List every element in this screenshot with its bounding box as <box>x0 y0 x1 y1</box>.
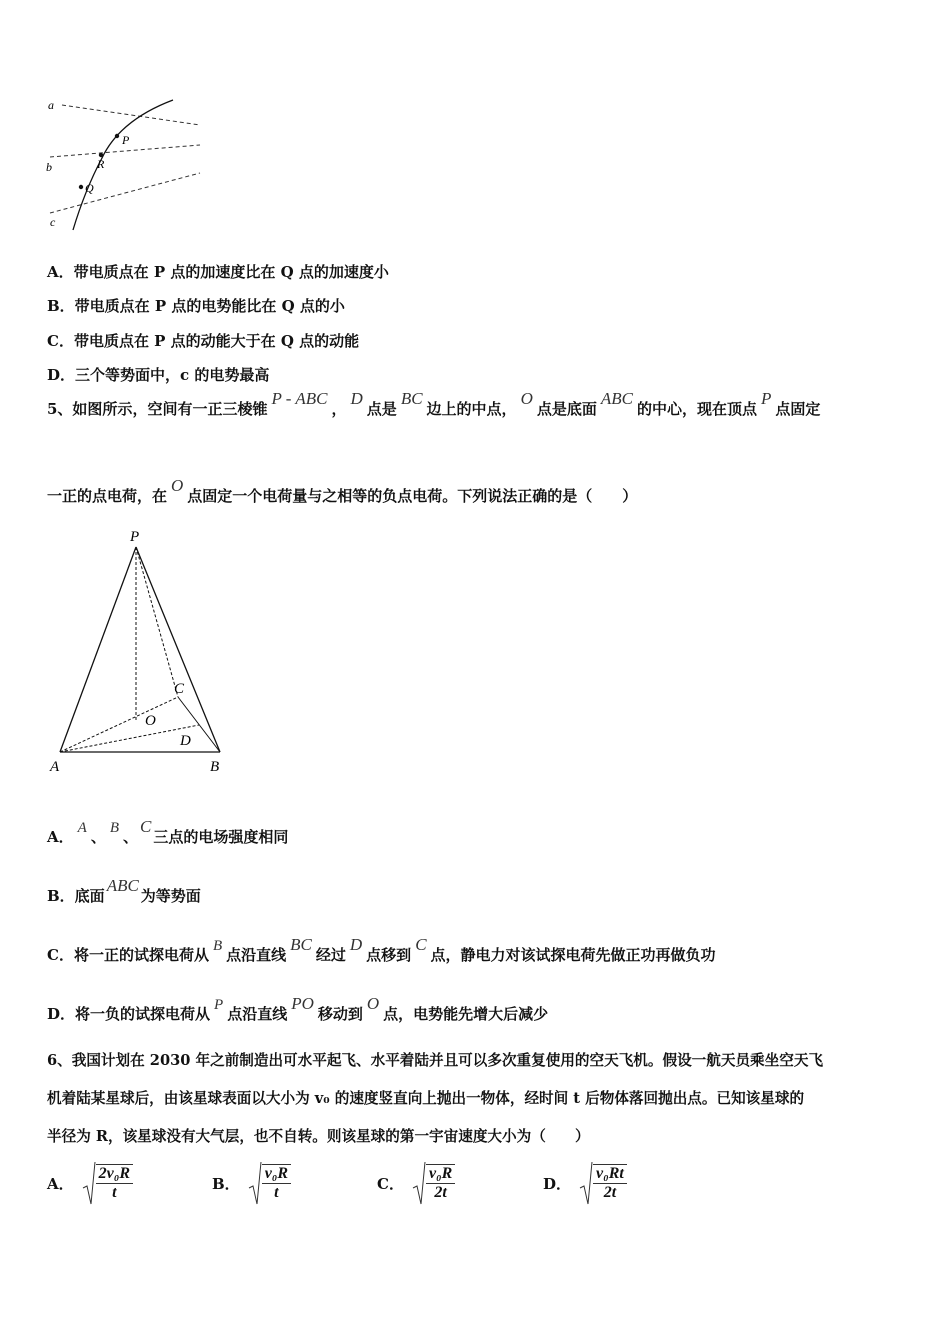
edge-pa <box>60 547 136 752</box>
q5-option-d <box>47 994 549 1024</box>
math-b: B <box>212 938 223 954</box>
sqrt-expression <box>412 1160 455 1206</box>
q5-option-text: B．底面 <box>47 887 105 905</box>
math-o: O <box>171 476 184 495</box>
math-a: A <box>77 820 87 836</box>
q6-option-d <box>543 1160 627 1206</box>
q4-option-b: B．带电质点在 P 点的电势能比在 Q 点的小 <box>47 297 345 315</box>
fraction <box>96 1164 133 1202</box>
math-p-abc: P - ABC <box>271 389 328 408</box>
q5-text: 点固定 <box>775 400 821 418</box>
q6-stem-line3: 半径为 R，该星球没有大气层，也不自转。则该星球的第一宇宙速度大小为（ ） <box>47 1128 590 1145</box>
q5-text: ， <box>331 400 347 418</box>
q5-option-text: 为等势面 <box>140 887 201 905</box>
sqrt-icon <box>579 1160 593 1206</box>
q4-option-c: C．带电质点在 P 点的动能大于在 Q 点的动能 <box>47 332 360 350</box>
q5-option-text: 点沿直线 <box>227 1005 288 1023</box>
q5-option-text: 、 <box>123 828 139 846</box>
q5-text: 一正的点电荷，在 <box>47 487 168 505</box>
q5-text: 5、如图所示，空间有一正三棱锥 <box>47 400 268 418</box>
pyramid-figure <box>40 525 240 780</box>
math-bc: BC <box>400 389 423 408</box>
label-r: R <box>97 157 105 171</box>
q5-option-text: D．将一负的试探电荷从 <box>47 1005 211 1023</box>
q5-text: 的中心，现在顶点 <box>636 400 757 418</box>
q5-stem-line1 <box>47 389 821 419</box>
equipotential-figure <box>40 95 210 235</box>
math-bc: BC <box>290 935 312 954</box>
q4-option-d: D．三个等势面中，c 的电势最高 <box>47 366 270 384</box>
q5-option-b <box>47 876 201 906</box>
q5-option-text: 移动到 <box>317 1005 363 1023</box>
sqrt-expression <box>82 1160 133 1206</box>
q4-option-a: A．带电质点在 P 点的加速度比在 Q 点的加速度小 <box>47 263 389 281</box>
fraction-numerator: 2v₀R <box>96 1165 133 1184</box>
sqrt-icon <box>412 1160 426 1206</box>
option-label: A． <box>47 1174 74 1193</box>
q5-text: 点是 <box>366 400 397 418</box>
q6-option-b <box>212 1160 291 1206</box>
segment-ad <box>60 725 199 752</box>
math-p: P <box>760 389 772 408</box>
fraction-denominator: t <box>274 1184 279 1201</box>
q5-option-c <box>47 935 716 965</box>
math-abc: ABC <box>600 389 633 408</box>
q6-option-c <box>377 1160 455 1206</box>
math-d: D <box>350 389 363 408</box>
edge-pc <box>136 547 178 697</box>
math-c: C <box>415 935 427 954</box>
q5-option-text: 点沿直线 <box>226 946 287 964</box>
label-p: P <box>122 133 130 147</box>
math-abc: ABC <box>106 876 139 895</box>
math-po: PO <box>291 994 314 1013</box>
q5-option-text: C．将一正的试探电荷从 <box>47 946 209 964</box>
q5-option-text: 点，静电力对该试探电荷先做正功再做负功 <box>430 946 716 964</box>
label-q: Q <box>85 181 94 195</box>
q6-stem-line1: 6、我国计划在 2030 年之前制造出可水平起飞、水平着陆并且可以多次重复使用的空天飞机。假设一航天员乘坐空天飞 <box>47 1052 824 1069</box>
option-label: B． <box>212 1174 240 1193</box>
q6-stem-line2: 机着陆某星球后，由该星球表面以大小为 v₀ 的速度竖直向上抛出一物体，经时间 t 后物体落回抛出点。已知该星球的 <box>47 1090 805 1107</box>
fraction-denominator: 2t <box>434 1184 447 1201</box>
sqrt-expression <box>248 1160 291 1206</box>
sqrt-icon <box>82 1160 96 1206</box>
option-label: C． <box>377 1174 404 1193</box>
q5-text: 边上的中点， <box>426 400 517 418</box>
trajectory-curve <box>73 100 173 230</box>
q5-option-text: A． <box>47 828 74 846</box>
label-vertex-b: B <box>210 759 220 775</box>
fraction <box>426 1164 455 1202</box>
q6-option-a <box>47 1160 133 1206</box>
point-p <box>115 134 119 138</box>
math-d: D <box>349 935 363 954</box>
fraction-numerator: v₀Rt <box>593 1165 627 1184</box>
label-a: a <box>48 98 54 112</box>
label-c: c <box>50 215 56 229</box>
label-vertex-p: P <box>130 529 140 545</box>
q5-option-text: 点移到 <box>366 946 412 964</box>
fraction <box>593 1164 627 1202</box>
equipotential-line-c <box>50 173 200 213</box>
label-center-o: O <box>145 713 156 729</box>
math-o: O <box>520 389 533 408</box>
fraction <box>262 1164 291 1202</box>
sqrt-expression <box>579 1160 627 1206</box>
q5-stem-line2 <box>47 476 638 506</box>
math-b: B <box>109 820 119 836</box>
fraction-denominator: 2t <box>603 1184 617 1201</box>
fraction-denominator: t <box>112 1184 117 1201</box>
math-c: C <box>140 817 152 836</box>
math-p: P <box>214 997 224 1013</box>
label-midpoint-d: D <box>180 733 191 749</box>
point-q <box>79 185 83 189</box>
sqrt-icon <box>248 1160 262 1206</box>
fraction-numerator: v₀R <box>262 1165 291 1184</box>
q5-option-text: 三点的电场强度相同 <box>153 828 289 846</box>
q5-option-a <box>47 817 289 847</box>
math-o: O <box>366 994 380 1013</box>
q5-text: 点固定一个电荷量与之相等的负点电荷。下列说法正确的是（ ） <box>187 487 638 505</box>
label-vertex-a: A <box>50 759 60 775</box>
fraction-numerator: v₀R <box>426 1165 455 1184</box>
label-vertex-c: C <box>174 681 185 697</box>
label-b: b <box>46 160 52 174</box>
q5-option-text: 点，电势能先增大后减少 <box>383 1005 549 1023</box>
q5-option-text: 经过 <box>315 946 346 964</box>
q5-option-text: 、 <box>90 828 106 846</box>
q5-text: 点是底面 <box>536 400 597 418</box>
option-label: D． <box>543 1174 572 1193</box>
